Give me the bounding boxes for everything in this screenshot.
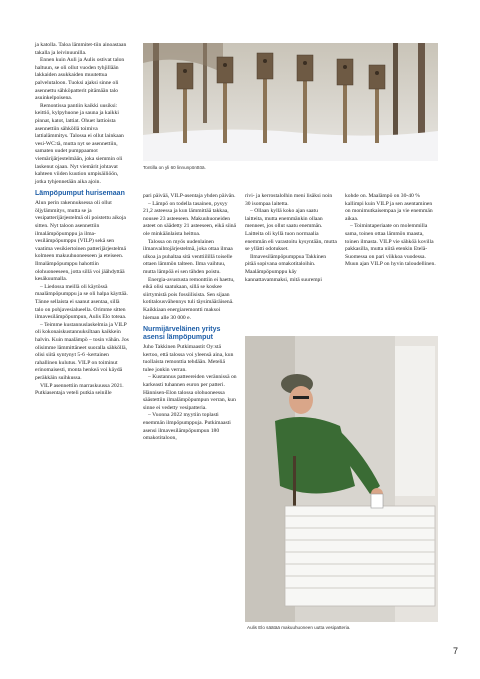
paragraph: – Lämpö on todella tasainen, pysyy 21,2 asteessa ja kun lämmittää takkaa, nousee 23 asteeseen. Makuuhuoneiden asteet on säädetty 21 asteeseen, eikä siinä ole minkäänlaista heittoa. bbox=[143, 200, 237, 237]
photo-caption: Aulis Elo säätää makuuhuoneen uutta vesipatteria. bbox=[247, 625, 351, 630]
paragraph: Juho Takkinen Putkimaastit Oy:stä kertoo, että talossa voi yleensä aina, kun tuollaista remonttia tehdään. Meteliä tulee jonkin verran. bbox=[143, 344, 234, 373]
page-number: 7 bbox=[452, 646, 458, 656]
paragraph: – Kustannus patteereiden verännissä on karkeasti tuhannen euron per patteri. Hännisen-Elon talossa olohuoneessa säästettiin ilmalämpöpumpun verran, kun sinne ei vedetty vesipatteria. bbox=[143, 374, 237, 411]
paragraph: kohde on. Maalämpö on 30-40 % kallimpi kuin VILP ja sen asentaminen on monimutkaisempaa ja vie enemmän aikaa. bbox=[345, 193, 433, 222]
paragraph: – Liedossa meillä oli käytössä maalämpöpumppu ja se oli halpa käyttää. Tänne sellaista ei saanut asentaa, sillä talo on pohjavesialueella. Orimme sitten ilmavesilämpöpumpun, Aulis Elo toteaa. bbox=[35, 283, 128, 321]
subheading: Nurmijärveläinen yritys asensi lämpöpumput bbox=[143, 326, 221, 342]
paragraph: Alun perin rakennuksessa oli ollut öljylämmitys, mutta se ja vesipatterijärjestelmä oli poistettu aikoja sitten. Nyt taloon asennettiin ilmalämpöpumppu ja ilma-vesilämpöpumppu (VILP) sekä sen vaatima vesikiertoinen patterijärjestelmä kolmeen makuuhuoneeseen ja eteiseen. Ilmalämpöpumppu hahottiin olohuoneeseen, jotta sillä voi jäähdyttää kesäkuumalla. bbox=[35, 200, 127, 283]
radiator-illustration bbox=[245, 336, 438, 622]
paragraph: Energia-avustusta remonttiin ei haettu, eikä olisi saatukaan, sillä se koskee siirtymistä pois fossiilisista. Sen sijaan kotitalousvähennys tuli täysimääräisenä. Kaikkiaan energiaremontti maksoi hieman alle 30 000 e. bbox=[143, 276, 235, 321]
column-3 bbox=[245, 193, 337, 284]
paragraph: Remontissa pantiin kaikki uusiksi: keittiö, kylpyhuone ja sauna ja kaikki pinnat, katot, lattiat. Ohuet lattioista asennettiin sähköllä toimiva lattialämmitys. Talossa ei ollut lainkaan vesi-WC:tä, mutta nyt se asennettiin, samaten uudet pumppaamot viemärijärjestelmään, joka siemmin oli laskenut ojaan. Nyt viemärit johtavat kahteen viiden kuution umpisäiliöön, jotka tyhjennetään aika ajoin. bbox=[35, 102, 124, 185]
column-2 bbox=[143, 193, 237, 443]
paragraph: rivi- ja kerrostalolhin meni lisäksi noin 30 isompaa laitetta. bbox=[245, 193, 333, 207]
paragraph: ja katolla. Taloa lämmitet-tiin ainoastaan takalla ja leivinuunilla. bbox=[35, 42, 127, 56]
paragraph: Ennen kuin Auli ja Aulis ostivat talon haltuun, se oli ollut vuoden tyhjillään lakkaiden asukkaiden muutettua palvelutaloon. Tuoksi ajaksi sinne oli asennettu sähköpatterit pitämään talo asuinkelpoisena. bbox=[35, 57, 125, 102]
paragraph: – Toimintaperiaate on molemmilla sama, toinen ottaa lämmön maasta, toinen ilmasta. VILP vie sähköä kovilla pakkasilla, mutta niitä etenkin Etelä-Suomessa on pari viikkoa vuodessa. Muun ajan VILP on hyvin taloudellinen. bbox=[345, 223, 436, 268]
paragraph: VILP asennettiin marraskuussa 2021. Putkiasentaja veteli putkia seinille bbox=[35, 382, 124, 397]
paragraph: – Teimme kustannuslaskelmia ja VILP oli kokonaiskustannuksiltaan kaikkein halvin. Kuin maalämpö – tosin vähän. Jos olisimme lämmittäneet suoralla sähköllä, olisi siitä syntynyt 5-6 -kertainen rahallinen kulutus. VILP on toiminut erinomaisesti, monta henkeä voi käydä peräkkäin suihkussa. bbox=[35, 321, 129, 381]
paragraph: Ilmavesilämpöpumppua Takkinen pitää sopivana omakotitaloihin. Maalämpöpumppu käy kannattavammaksi, mitä suurempi bbox=[245, 253, 327, 283]
birdhouses-illustration bbox=[143, 43, 438, 161]
paragraph: pari päivää, VILP-asentaja yhden päivän. bbox=[143, 193, 236, 199]
radiator-photo bbox=[245, 336, 438, 622]
paragraph: – Vuonna 2022 myytiin toplasti enemmän ilmpöpumppuja. Putkimaasti asensi ilmavesilämpöpumpun 180 omakotitaloon, bbox=[143, 412, 231, 442]
paragraph: Talossa on myös uudenlainen ilmanvaihtojärjestelmä, joka ottaa ilmaa ulkoa ja puhaltaa sitä venttiilillä toiselle ottaen lämmön talteen. Ilma vaihtuu, mutta lämpöä ei sen tähden poistu. bbox=[143, 238, 233, 275]
paragraph: – Ollaan kyllä koko ajan saatu laitteita, mutta enemmänkin ollaan menneet, jos ollut saatu enemmän. Laitteita oli kyllä tuon normaalia enemmän eli varastoitu kysyntään, mutta se yllätti odotukset. bbox=[245, 208, 337, 253]
photo-caption: Tontilla on yli 60 linnunpönttöä. bbox=[143, 165, 206, 170]
birdhouses-photo bbox=[143, 43, 438, 161]
column-1 bbox=[35, 42, 129, 398]
column-4 bbox=[345, 193, 438, 269]
subheading: Lämpöpumput hurisemaan bbox=[35, 190, 125, 198]
